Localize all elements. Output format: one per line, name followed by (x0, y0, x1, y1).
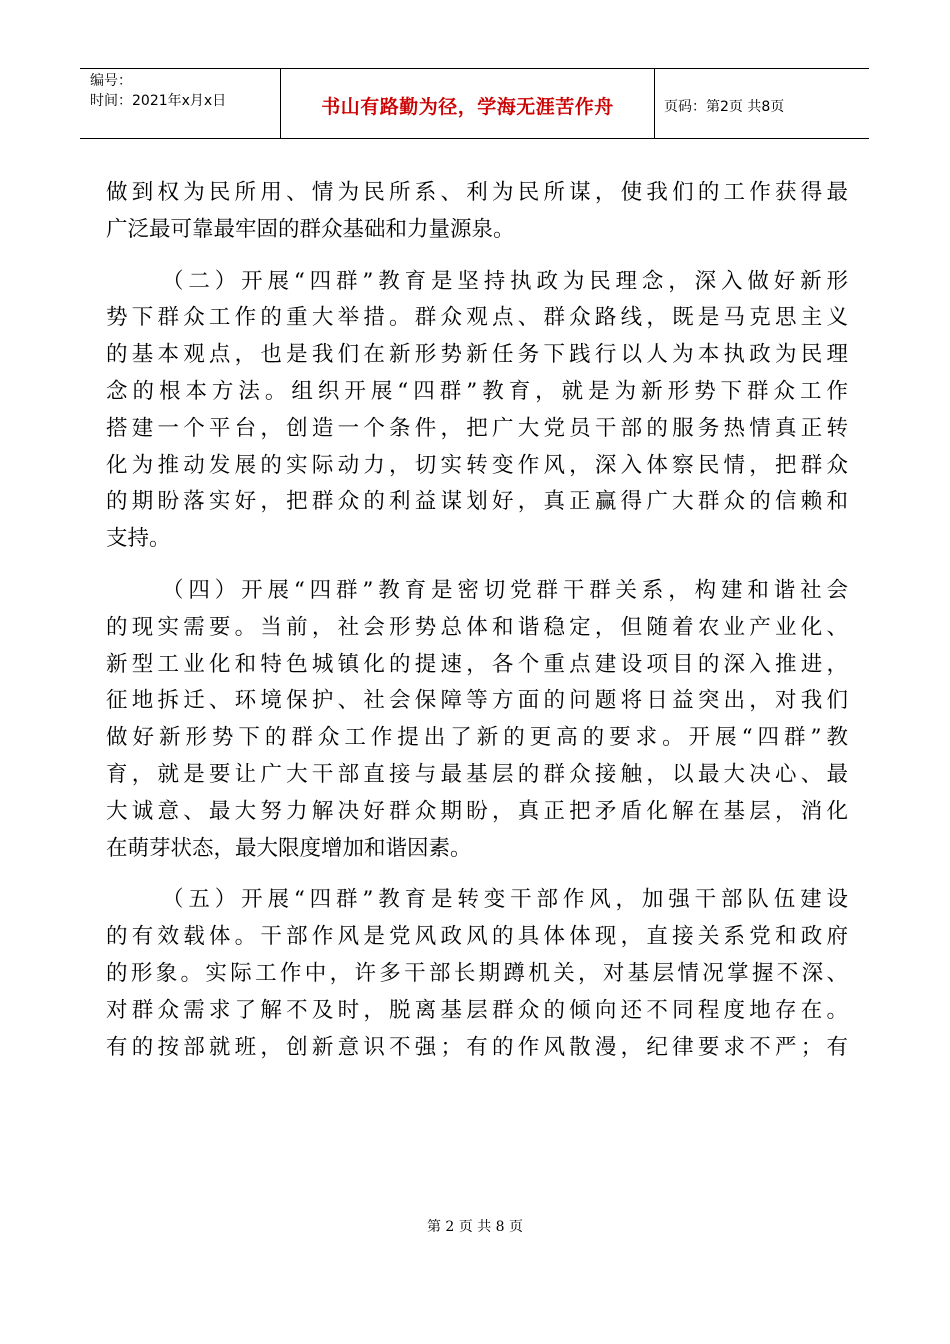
paragraph (106, 175, 848, 249)
text-line: （四）开展“四群”教育是密切党群干群关系，构建和谐社会 (162, 577, 848, 603)
paragraph (106, 573, 848, 867)
page-header (80, 68, 869, 139)
text-line: 搭建一个平台，创造一个条件，把广大党员干部的服务热情真正转 (106, 415, 848, 441)
text-line: （五）开展“四群”教育是转变干部作风，加强干部队伍建设 (162, 887, 848, 913)
text-line: 征地拆迁、环境保护、社会保障等方面的问题将日益突出，对我们 (106, 688, 848, 714)
text-line: 的期盼落实好，把群众的利益谋划好，真正赢得广大群众的信赖和 (106, 489, 848, 515)
text-line: （二）开展“四群”教育是坚持执政为民理念，深入做好新形 (162, 268, 848, 294)
header-page-info: 页码：第2页 共8页 (664, 98, 785, 115)
text-line: 有的按部就班，创新意识不强；有的作风散漫，纪律要求不严；有 (106, 1034, 848, 1060)
header-motto: 书山有路勤为径，学海无涯苦作舟 (321, 96, 614, 118)
paragraph (106, 882, 848, 1066)
document-body (106, 175, 848, 1066)
text-line: 的形象。实际工作中，许多干部长期蹲机关，对基层情况掌握不深、 (106, 960, 848, 986)
document-date-label: 时间：2021年x月x日 (90, 93, 227, 109)
text-line: 的基本观点，也是我们在新形势新任务下践行以人为本执政为民理 (106, 342, 848, 368)
text-line: 广泛最可靠最牢固的群众基础和力量源泉。 (106, 216, 515, 242)
text-line: 的有效载体。干部作风是党风政风的具体体现，直接关系党和政府 (106, 924, 848, 950)
document-number-label: 编号： (90, 73, 132, 89)
text-line: 在萌芽状态，最大限度增加和谐因素。 (106, 835, 472, 861)
text-line: 做到权为民所用、情为民所系、利为民所谋，使我们的工作获得最 (106, 180, 848, 205)
text-line: 化为推动发展的实际动力，切实转变作风，深入体察民情，把群众 (106, 452, 848, 478)
header-meta (80, 69, 281, 138)
text-line: 做好新形势下的群众工作提出了新的更高的要求。开展“四群”教 (106, 725, 848, 751)
text-line: 对群众需求了解不及时，脱离基层群众的倾向还不同程度地存在。 (106, 997, 848, 1023)
text-line: 支持。 (106, 526, 171, 552)
text-line: 势下群众工作的重大举措。群众观点、群众路线，既是马克思主义 (106, 305, 848, 331)
header-motto-cell (281, 69, 655, 138)
text-line: 大诚意、最大努力解决好群众期盼，真正把矛盾化解在基层，消化 (106, 798, 848, 824)
text-line: 的现实需要。当前，社会形势总体和谐稳定，但随着农业产业化、 (106, 614, 848, 640)
text-line: 新型工业化和特色城镇化的提速，各个重点建设项目的深入推进， (106, 651, 848, 677)
page-footer: 第 2 页 共 8 页 (426, 1219, 524, 1235)
paragraph (106, 264, 848, 558)
text-line: 念的根本方法。组织开展“四群”教育，就是为新形势下群众工作 (106, 378, 848, 404)
text-line: 育，就是要让广大干部直接与最基层的群众接触，以最大决心、最 (106, 761, 848, 787)
header-page-cell (655, 69, 869, 138)
